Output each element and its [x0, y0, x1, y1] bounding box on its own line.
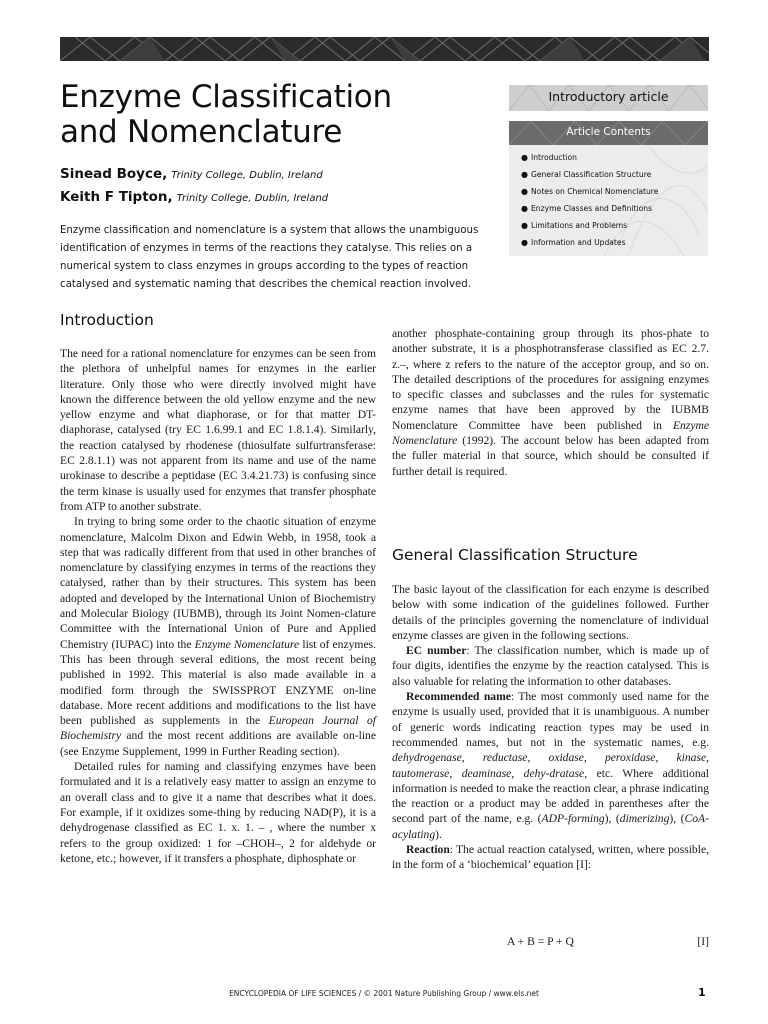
intro-paragraph-3-continued [392, 326, 709, 479]
author-affiliation: Trinity College, Dublin, Ireland [171, 170, 323, 181]
equation-expression: A + B = P + Q [507, 935, 574, 948]
article-contents-title: Article Contents [566, 126, 651, 138]
italic-run: dehydrogenase [392, 751, 462, 765]
text-run: ), ( [669, 812, 685, 826]
recommended-name-paragraph [392, 689, 709, 842]
title-line-1: Enzyme Classification [60, 79, 392, 115]
bold-run: Recommended name [406, 690, 511, 704]
italic-run: reductase [482, 751, 528, 765]
text-run: ). [435, 827, 442, 841]
article-type-label [509, 85, 708, 111]
italic-run: CoA-acylating [392, 812, 709, 841]
contents-items [509, 145, 708, 253]
banner-pattern [60, 37, 709, 61]
article-type-text: Introductory article [548, 89, 669, 104]
text-run: (1992). The account below has been adapted from the fuller material in that source, which should be consulted if further detail is required. [392, 434, 709, 478]
header-banner [60, 37, 709, 61]
text-run: , [527, 751, 549, 765]
contents-item-label: General Classification Structure [531, 170, 652, 179]
text-run: , [461, 751, 483, 765]
italic-run: Enzyme Nomenclature [194, 637, 300, 651]
italic-run: deaminase [461, 766, 512, 780]
bullet-icon: ● [521, 170, 528, 179]
contents-item-chemical-nomenclature[interactable] [521, 185, 708, 202]
italic-run: ADP-forming [541, 812, 605, 826]
bold-run: Reaction [406, 843, 450, 857]
italic-run: European Journal of Biochemistry [60, 714, 376, 743]
text-run: and the most recent additions are available on-line (see Enzyme Supplement, 1999 in Further Reading section). [60, 729, 376, 758]
contents-item-label: Limitations and Problems [531, 221, 628, 230]
bullet-icon: ● [521, 187, 528, 196]
text-run: another phosphate-containing group through its phos-phate to another substrate, it is a phosphotransferase classified as EC 2.7. z.–, where z refers to the nature of the acceptor group, and so on. The detailed descriptions of the procedures for assigning enzymes to specific classes and subclasses and the rules for systematic enzyme names that have been approved by the IUBMB Nomenclature Committee have been published in [392, 327, 709, 432]
contents-item-introduction[interactable] [521, 151, 708, 168]
author-name: Keith F Tipton, [60, 189, 173, 205]
contents-item-general-classification[interactable] [521, 168, 708, 185]
contents-item-information[interactable] [521, 236, 708, 253]
text-run: : The classification number, which is made up of four digits, identifies the enzyme by the reaction catalysed. This is also valuable for relating the information to other databases. [392, 644, 709, 688]
page-footer: ENCYCLOPEDIA OF LIFE SCIENCES / © 2001 Nature Publishing Group / www.els.net [229, 989, 539, 998]
title-line-2: and Nomenclature [60, 114, 343, 150]
heading-general-classification: General Classification Structure [392, 546, 638, 564]
italic-run: dehy-dratase [523, 766, 585, 780]
text-run: ), ( [604, 812, 620, 826]
article-contents-list [509, 145, 708, 256]
text-run: , [449, 766, 462, 780]
text-run: , etc. Where additional information is needed to make the reaction clear, a phrase indicating the reaction or a product may be added in parentheses after the second part of the name, e.g. ( [392, 766, 709, 826]
text-run: : The most commonly used name for the enzyme is usually used, provided that it is unambiguous. A number of generic words indicating reaction types may be used in recommended names, but not in the systematic names, e.g. [392, 690, 709, 749]
abstract: Enzyme classification and nomenclature is a system that allows the unambiguous identification of enzymes in terms of the reactions they catalyse. This relies on a numerical system to class enzymes in groups according to the types of reaction catalysed and systematic naming that describes the chemical reaction involved. [60, 225, 479, 290]
article-title [60, 80, 480, 150]
intro-paragraph-3: Detailed rules for naming and classifying enzymes have been formulated and it is a relatively easy matter to assign an enzyme to an overall class and to give it a name that describes what it does. For example, if it oxidizes some-thing by reducing NAD(P), it is a dehydrogenase classified as EC 1. x. 1. – , where the number x refers to the group oxidized: 1 for –CHOH–, 2 for aldehyde or ketone, etc.; however, if it transfers a phosphate, diphosphate or [60, 760, 376, 865]
author-affiliation: Trinity College, Dublin, Ireland [176, 193, 329, 204]
author-2 [60, 186, 328, 205]
text-run: , [511, 766, 524, 780]
italic-run: dimerizing [619, 812, 670, 826]
contents-item-label: Enzyme Classes and Definitions [531, 204, 653, 213]
equation-number: [I] [697, 935, 709, 948]
author-name: Sinead Boyce, [60, 166, 168, 182]
contents-item-enzyme-classes[interactable] [521, 202, 708, 219]
contents-item-label: Introduction [531, 153, 577, 162]
intro-paragraph-2 [60, 514, 376, 759]
italic-run: kinase [676, 751, 707, 765]
bullet-icon: ● [521, 238, 528, 247]
text-run: : The actual reaction catalysed, written, where possible, in the form of a ‘biochemical’ equation [I]: [392, 843, 709, 872]
page-number: 1 [698, 986, 706, 999]
bold-run: EC number [406, 644, 467, 658]
text-run: In trying to bring some order to the chaotic situation of enzyme nomenclature, Malcolm Dixon and Edwin Webb, in 1958, took a step that was radically different from that used in other branches of nomenclature by classifying enzymes in terms of the reactions they catalysed, rather than by their structures. This system has been adopted and developed by the International Union of Biochemistry and Molecular Biology (IUBMB), through its Joint Nomen-clature Committee with the International Union of Pure and Applied Chemistry (IUPAC) into the [60, 515, 376, 651]
bullet-icon: ● [521, 153, 528, 162]
italic-run: oxidase [548, 751, 584, 765]
intro-paragraph-1: The need for a rational nomenclature for enzymes can be seen from the plethora of unhelpful names for enzymes in the earlier literature. Only those who were directly involved might have known the difference between the old yellow enzyme and the new yellow enzyme and what diaphorase, or for that matter DT-diaphorase, catalysed (try EC 1.6.99.1 and EC 1.8.1.4). Similarly, the reaction catalysed by rhodenese (thiosulfate sulfurtransferase: EC 2.8.1.1) was not apparent from its name and use of the name urokinase to describe a peptidase (EC 3.4.21.73) is confusing since the term kinase is usually used for enzymes that transfer phosphate from ATP to another substrate. [60, 347, 376, 513]
italic-run: Enzyme Nomenclature [392, 418, 709, 448]
reaction-paragraph [392, 842, 709, 873]
bullet-icon: ● [521, 204, 528, 213]
contents-item-label: Notes on Chemical Nomenclature [531, 187, 659, 196]
left-column [60, 346, 376, 866]
contents-item-label: Information and Updates [531, 238, 626, 247]
text-run: list of enzymes. This has been through several editions, the most recent being published in 1992. This material is also made available in a modified form through the SWISSPROT ENZYME on-line database. More recent additions and modifications to the list have been published as supplements in the [60, 637, 376, 728]
heading-introduction: Introduction [60, 311, 154, 329]
text-run: , [706, 751, 710, 765]
italic-run: peroxidase [604, 751, 656, 765]
equation-I [392, 935, 709, 951]
text-run: , [583, 751, 605, 765]
italic-run: tautomerase [392, 766, 450, 780]
general-paragraph-1: The basic layout of the classification for each enzyme is described below with some indication of the guidelines followed. Further details of the principles governing the nomenclature of individual enzyme classes are given in the following sections. [392, 583, 709, 642]
text-run: , [655, 751, 677, 765]
contents-item-limitations[interactable] [521, 219, 708, 236]
ec-number-paragraph [392, 643, 709, 689]
article-contents-header [509, 121, 708, 145]
right-column-bottom [392, 582, 709, 873]
right-column-top [392, 326, 709, 479]
bullet-icon: ● [521, 221, 528, 230]
author-1 [60, 163, 323, 182]
